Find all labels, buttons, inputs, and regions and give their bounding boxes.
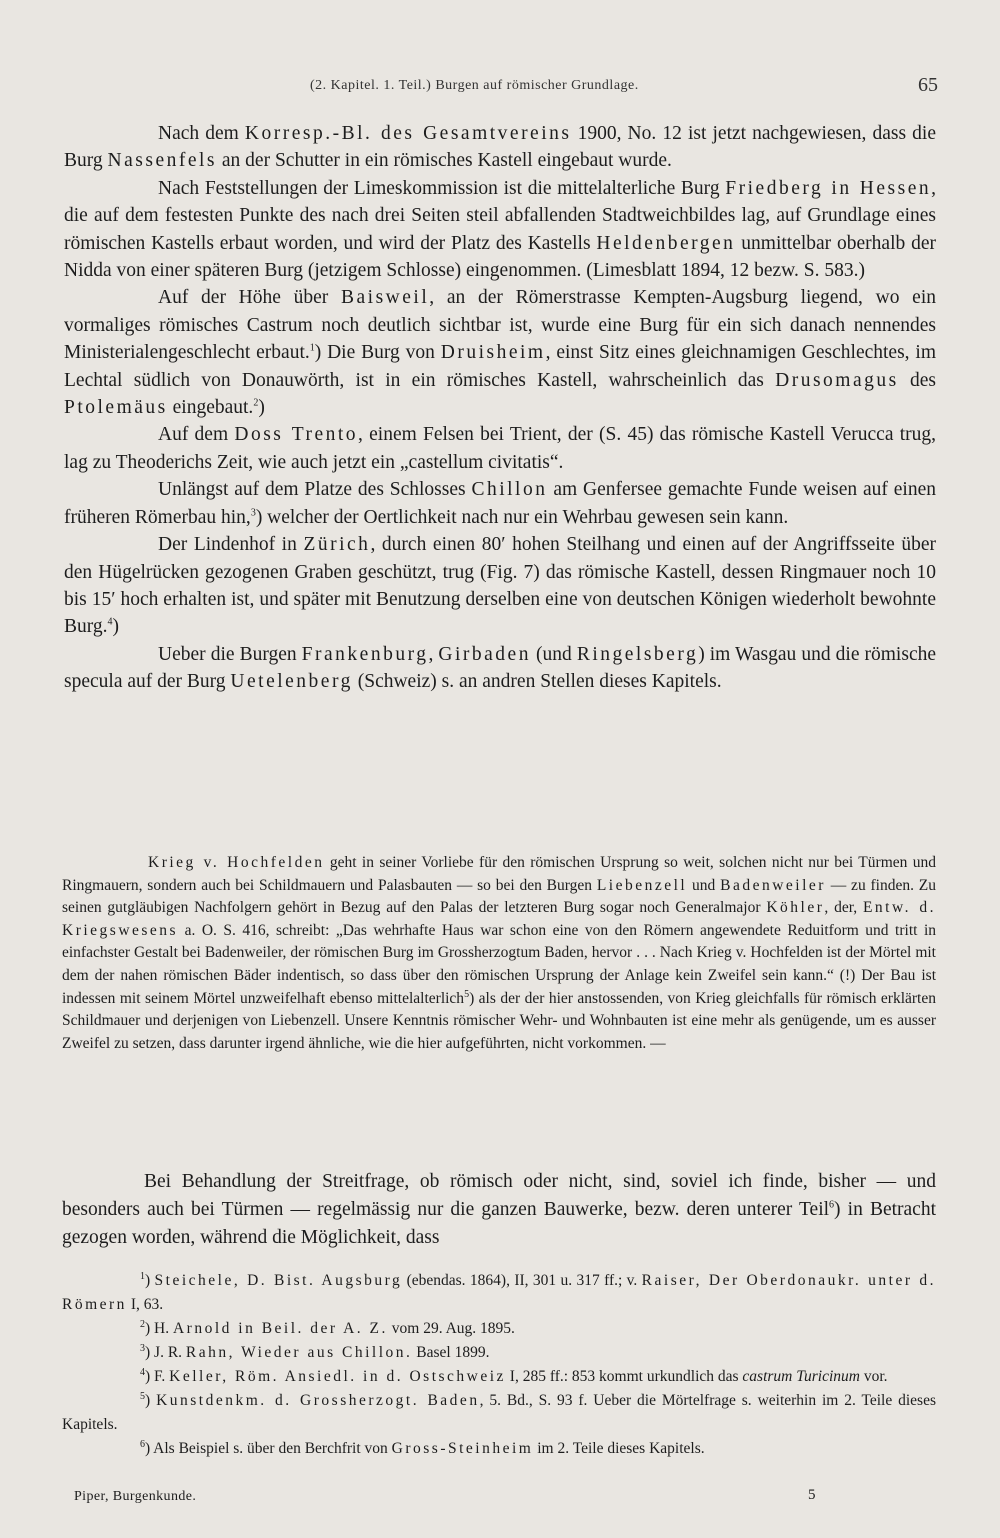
text-run: , einem Felsen bei Trient, der (S. 45) das römische Kastell Verucca trug, lag zu Theoderichs Zeit, wie auch jetzt ein „castellum civitatis“. bbox=[64, 424, 937, 473]
text-run: ) bbox=[145, 1272, 155, 1289]
spaced-text: Baisweil bbox=[341, 287, 430, 309]
text-run: ) als der der hier anstossenden, von Krieg gleichfalls für römisch erklärten Schildmauer und derjenigen von Liebenzell. Unsere Kenntnis römischer Wehr- und Wohnbauten ist eine mehr als genügende, um es ausser Zweifel zu setzen, dass darunter irgend ähnliche, wie die hier aufgeführten, nicht vorkommen. — bbox=[62, 989, 936, 1052]
spaced-text: Rahn, Wieder aus Chillon. bbox=[185, 1344, 413, 1361]
footnote bbox=[62, 1317, 936, 1341]
page-number: 65 bbox=[918, 74, 938, 96]
text-run: und bbox=[687, 876, 721, 894]
text-run: Der Lindenhof in bbox=[158, 534, 304, 556]
text-run: am Genfersee gemachte Funde weisen auf einen früheren Römerbau hin, bbox=[64, 479, 936, 528]
text-run: Basel 1899. bbox=[412, 1344, 490, 1361]
footnote bbox=[62, 1389, 936, 1437]
text-run: vom 29. Aug. 1895. bbox=[387, 1320, 515, 1337]
text-run: ) im Wasgau und die römische specula auf der Burg bbox=[64, 643, 937, 693]
spaced-text: Girbaden bbox=[438, 643, 531, 665]
paragraph bbox=[64, 120, 936, 175]
footnote-mark: 2 bbox=[140, 1318, 145, 1330]
footnote bbox=[62, 1269, 936, 1317]
spaced-text: Drusomagus bbox=[775, 369, 899, 391]
text-run: eingebaut. bbox=[167, 397, 254, 419]
text-run: Nach Feststellungen der Limeskommission ist die mittelalterliche Burg bbox=[158, 177, 726, 199]
text-run: I, 285 ff.: 853 kommt urkundlich das bbox=[505, 1368, 743, 1385]
paragraph bbox=[64, 284, 936, 421]
footnote-mark: 1 bbox=[140, 1270, 145, 1282]
footnote bbox=[62, 1341, 936, 1365]
text-run: (ebendas. 1864), II, 301 u. 317 ff.; v. bbox=[402, 1272, 642, 1289]
footnote bbox=[62, 1437, 936, 1461]
paragraph bbox=[62, 852, 936, 1055]
paragraph bbox=[64, 531, 936, 641]
footnote-mark: 4 bbox=[140, 1366, 145, 1378]
text-run: vor. bbox=[859, 1368, 888, 1385]
text-run: ) welcher der Oertlichkeit nach nur ein Wehrbau gewesen sein kann. bbox=[255, 506, 789, 528]
text-run: , einst Sitz eines gleichnamigen Geschlechtes, im Lechtal südlich von Donauwörth, ist in ein römisches Kastell, wahrscheinlich das bbox=[64, 342, 936, 391]
paragraph bbox=[64, 476, 936, 531]
text-run: ) H. bbox=[145, 1320, 173, 1337]
spaced-text: Keller, Röm. Ansiedl. in d. Ostschweiz bbox=[169, 1368, 506, 1385]
text-run: an der Schutter in ein römisches Kastell eingebaut wurde. bbox=[217, 150, 672, 172]
text-run: (Schweiz) s. an andren Stellen dieses Kapitels. bbox=[352, 671, 722, 693]
spaced-text: Druisheim bbox=[440, 342, 546, 364]
sheet-number: 5 bbox=[808, 1487, 816, 1503]
spaced-text: Friedberg in Hessen bbox=[725, 177, 932, 199]
text-run: ) in Betracht gezogen worden, während die Möglichkeit, dass bbox=[62, 1199, 936, 1248]
spaced-text: Frankenburg bbox=[301, 643, 429, 665]
footnote-ref: 5 bbox=[464, 988, 470, 1000]
italic-text: castrum Turicinum bbox=[742, 1368, 860, 1385]
main-text-continued bbox=[62, 1168, 936, 1252]
spaced-text: Ptolemäus bbox=[64, 397, 168, 419]
text-run: , die auf dem festesten Punkte des nach drei Seiten steil abfallenden Stadtweichbildes lag, auf Grundlage eines römischen Kastells erbaut worden, und wird der Platz des Kastells bbox=[64, 177, 936, 254]
spaced-text: Heldenbergen bbox=[596, 232, 736, 254]
spaced-text: Entw. d. Kriegswesens bbox=[62, 899, 936, 939]
spaced-text: Nassenfels bbox=[107, 150, 218, 172]
text-run: — zu finden. Zu seinen gutgläubigen Nachfolgern gehört in Bezug auf den Palas der letzteren Burg sogar noch Generalmajor bbox=[62, 876, 937, 917]
text-run: Unlängst auf dem Platze des Schlosses bbox=[158, 479, 472, 501]
text-run: ) bbox=[258, 397, 265, 419]
text-run: des bbox=[898, 369, 936, 391]
text-run: , durch einen 80′ hohen Steilhang und einen auf der Angriffsseite über den Hügelrücken gezogenen Graben geschützt, trug (Fig. 7) das römische Kastell, dessen Ringmauer noch 10 bis 15′ hoch erhalten ist, und später mit Benutzung derselben eine von deutschen Königen wiederholt bewohnte Burg. bbox=[64, 534, 936, 638]
spaced-text: Arnold in Beil. der A. Z. bbox=[172, 1320, 388, 1337]
paragraph bbox=[62, 1168, 936, 1252]
spaced-text: Krieg v. Hochfelden bbox=[148, 854, 325, 871]
spaced-text: Uetelenberg bbox=[230, 671, 353, 693]
paragraph bbox=[64, 421, 936, 476]
spaced-text: Badenweiler bbox=[720, 876, 826, 894]
footnote-mark: 3 bbox=[140, 1342, 145, 1354]
footnote-mark: 6 bbox=[140, 1438, 145, 1450]
spaced-text: Korresp.-Bl. des Gesamtvereins bbox=[244, 123, 572, 144]
spaced-text: Raiser, Der Oberdonaukr. unter d. Römern bbox=[62, 1272, 936, 1313]
spaced-text: Chillon bbox=[471, 479, 548, 501]
main-text-block bbox=[64, 120, 936, 696]
spaced-text: Zürich bbox=[303, 534, 371, 556]
text-run: Bei Behandlung der Streitfrage, ob römisch oder nicht, sind, soviel ich finde, bisher — und besonders auch bei Türmen — regelmässig nur die ganzen Bauwerke, bezw. deren unterer Teil bbox=[62, 1171, 936, 1220]
spaced-text: Kunstdenkm. d. Grossherzogt. Baden bbox=[156, 1392, 480, 1409]
text-run: ) Die Burg von bbox=[314, 342, 441, 364]
footnote-mark: 5 bbox=[140, 1390, 145, 1402]
signature-line: Piper, Burgenkunde. bbox=[74, 1489, 197, 1504]
text-run: , an der Römerstrasse Kempten-Augsburg liegend, wo ein vormaliges römisches Castrum noch deutlich sichtbar ist, wurde eine Burg für ein sich danach nennendes Ministerialengeschlecht erbaut. bbox=[64, 287, 936, 364]
spaced-text: Doss Trento bbox=[234, 424, 359, 446]
text-run: (und bbox=[530, 643, 577, 665]
paragraph bbox=[64, 641, 936, 696]
footnote-ref: 3 bbox=[250, 507, 256, 519]
text-run: ) bbox=[145, 1392, 157, 1409]
footnotes bbox=[62, 1269, 936, 1461]
spaced-text: Köhler bbox=[766, 899, 825, 917]
text-run: 1900, No. 12 ist jetzt nachgewiesen, dass die Burg bbox=[64, 123, 936, 172]
spaced-text: Gross-Steinheim bbox=[391, 1440, 534, 1457]
text-run: ) F. bbox=[145, 1368, 170, 1385]
text-run: , bbox=[428, 643, 439, 665]
text-run: Ueber die Burgen bbox=[158, 643, 302, 665]
footnote-ref: 1 bbox=[309, 342, 315, 354]
text-run: ) bbox=[112, 616, 120, 638]
spaced-text: Ringelsberg bbox=[576, 643, 699, 665]
small-print-note bbox=[62, 852, 936, 1055]
footnote bbox=[62, 1365, 936, 1389]
text-run: , der, bbox=[824, 899, 863, 917]
text-run: ) J. R. bbox=[145, 1344, 186, 1361]
paragraph bbox=[64, 175, 936, 285]
text-run: unmittelbar oberhalb der Nidda von einer späteren Burg (jetzigem Schlosse) eingenommen. (Limesblatt 1894, 12 bezw. S. 583.) bbox=[64, 232, 937, 282]
text-run: I, 63. bbox=[126, 1296, 164, 1313]
spaced-text: Liebenzell bbox=[596, 876, 688, 894]
text-run: geht in seiner Vorliebe für den römischen Ursprung so weit, solchen nicht nur bei Türmen und Ringmauern, sondern auch bei Schildmauern und Palasbauten — so bei den Burgen bbox=[62, 854, 936, 894]
text-run: ) Als Beispiel s. über den Berchfrit von bbox=[145, 1440, 392, 1457]
text-run: im 2. Teile dieses Kapitels. bbox=[533, 1440, 705, 1457]
text-run: a. O. S. 416, schreibt: „Das wehrhafte Haus war schon eine von den Römern angewendete Reduitform und tritt in einfachster Gestalt bei Badenweiler, der römischen Burg im Grossherzogtum Baden, hervor . . . Nach Krieg v. Hochfelden ist der Mörtel mit dem der nahen römischen Bäder indentisch, so dass über den römischen Ursprung der Anlage kein Zweifel sein kann.“ (!) Der Bau ist indessen mit seinem Mörtel unzweifelhaft ebenso mittelalterlich bbox=[62, 921, 936, 1007]
running-header: (2. Kapitel. 1. Teil.) Burgen auf römischer Grundlage. bbox=[310, 78, 639, 93]
footnote-ref: 2 bbox=[253, 397, 259, 409]
text-run: , 5. Bd., S. 93 f. Ueber die Mörtelfrage s. weiterhin im 2. Teile dieses Kapitels. bbox=[62, 1392, 936, 1433]
spaced-text: Steichele, D. Bist. Augsburg bbox=[154, 1272, 403, 1289]
text-run: Nach dem bbox=[158, 123, 245, 144]
text-run: Auf der Höhe über bbox=[158, 287, 341, 309]
footnote-ref: 6 bbox=[829, 1199, 835, 1211]
footnote-ref: 4 bbox=[107, 616, 113, 628]
text-run: Auf dem bbox=[158, 424, 235, 446]
